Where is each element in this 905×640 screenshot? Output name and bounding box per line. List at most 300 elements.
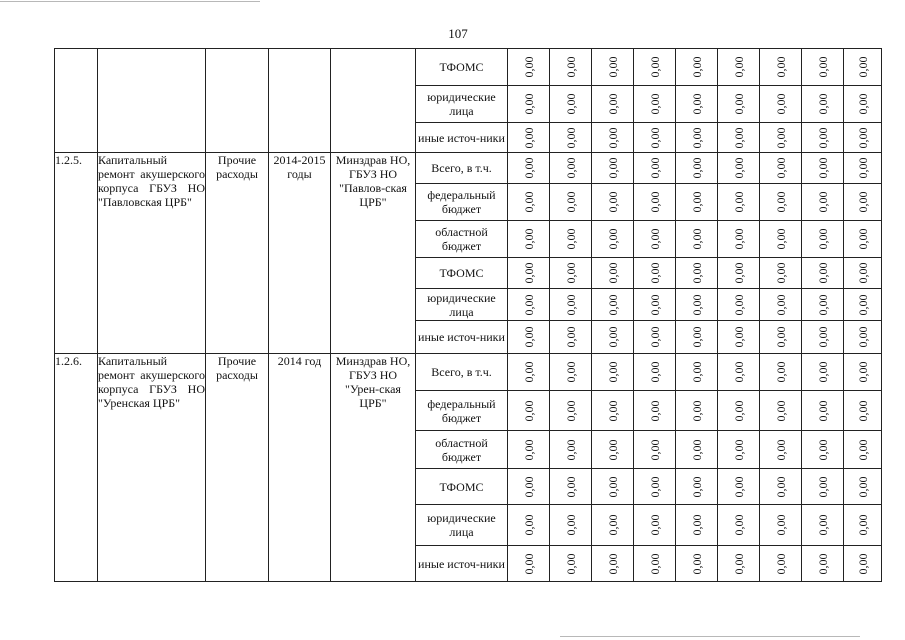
value-cell bbox=[802, 289, 844, 321]
value-text: 0,00 bbox=[563, 439, 578, 460]
value-cell bbox=[676, 391, 718, 431]
value-cell bbox=[676, 505, 718, 546]
value-cell bbox=[634, 153, 676, 184]
value-text: 0,00 bbox=[605, 157, 620, 179]
value-text: 0,00 bbox=[647, 191, 662, 213]
value-cell bbox=[634, 321, 676, 354]
value-text: 0,00 bbox=[647, 157, 662, 179]
executor-cell: Минздрав НО, ГБУЗ НО "Павлов-ская ЦРБ" bbox=[331, 153, 416, 354]
value-cell bbox=[550, 546, 592, 582]
expense-type-cell bbox=[206, 49, 269, 153]
funding-source-label: федеральный бюджет bbox=[416, 391, 508, 431]
value-text: 0,00 bbox=[773, 400, 788, 421]
value-cell bbox=[718, 184, 760, 221]
value-text: 0,00 bbox=[605, 553, 620, 574]
value-text: 0,00 bbox=[521, 326, 536, 348]
page-number: 107 bbox=[448, 26, 468, 41]
value-text: 0,00 bbox=[773, 191, 788, 213]
value-text: 0,00 bbox=[689, 228, 704, 250]
expense-type-cell: Прочие расходы bbox=[206, 153, 269, 354]
value-text: 0,00 bbox=[815, 476, 830, 497]
value-cell bbox=[676, 258, 718, 289]
value-text: 0,00 bbox=[647, 476, 662, 497]
value-text: 0,00 bbox=[689, 56, 704, 78]
value-text: 0,00 bbox=[563, 262, 578, 284]
value-text: 0,00 bbox=[521, 514, 536, 536]
value-text: 0,00 bbox=[731, 157, 746, 179]
value-text: 0,00 bbox=[731, 400, 746, 421]
value-cell bbox=[550, 258, 592, 289]
value-text: 0,00 bbox=[689, 326, 704, 348]
value-cell bbox=[634, 546, 676, 582]
value-text: 0,00 bbox=[563, 361, 578, 383]
value-cell bbox=[718, 153, 760, 184]
value-text: 0,00 bbox=[815, 361, 830, 383]
value-text: 0,00 bbox=[521, 476, 536, 497]
value-text: 0,00 bbox=[855, 191, 870, 213]
funding-source-label: областной бюджет bbox=[416, 221, 508, 258]
value-cell bbox=[676, 546, 718, 582]
value-cell bbox=[676, 49, 718, 86]
value-text: 0,00 bbox=[815, 262, 830, 284]
value-cell bbox=[718, 391, 760, 431]
value-cell bbox=[634, 49, 676, 86]
value-text: 0,00 bbox=[773, 228, 788, 250]
value-cell bbox=[760, 469, 802, 505]
value-text: 0,00 bbox=[647, 56, 662, 78]
value-text: 0,00 bbox=[647, 326, 662, 348]
value-cell bbox=[844, 123, 882, 153]
value-text: 0,00 bbox=[563, 93, 578, 115]
value-cell bbox=[592, 258, 634, 289]
value-cell bbox=[634, 391, 676, 431]
value-text: 0,00 bbox=[731, 228, 746, 250]
value-cell bbox=[508, 469, 550, 505]
value-text: 0,00 bbox=[605, 326, 620, 348]
value-text: 0,00 bbox=[731, 56, 746, 78]
value-text: 0,00 bbox=[605, 361, 620, 383]
table-row bbox=[55, 354, 882, 391]
entry-number-cell: 1.2.5. bbox=[55, 153, 98, 354]
value-cell bbox=[844, 258, 882, 289]
value-cell bbox=[676, 431, 718, 469]
value-cell bbox=[508, 49, 550, 86]
value-cell bbox=[634, 86, 676, 123]
value-text: 0,00 bbox=[855, 157, 870, 179]
value-text: 0,00 bbox=[521, 294, 536, 315]
value-text: 0,00 bbox=[815, 56, 830, 78]
value-cell bbox=[550, 86, 592, 123]
value-cell bbox=[802, 546, 844, 582]
value-cell bbox=[592, 123, 634, 153]
period-cell: 2014 год bbox=[269, 354, 331, 582]
value-cell bbox=[592, 153, 634, 184]
period-cell bbox=[269, 49, 331, 153]
value-text: 0,00 bbox=[773, 127, 788, 148]
value-text: 0,00 bbox=[689, 127, 704, 148]
value-cell bbox=[508, 505, 550, 546]
value-text: 0,00 bbox=[731, 294, 746, 315]
value-text: 0,00 bbox=[773, 157, 788, 179]
funding-source-label: юридические лица bbox=[416, 86, 508, 123]
value-cell bbox=[676, 86, 718, 123]
value-cell bbox=[802, 321, 844, 354]
value-text: 0,00 bbox=[563, 514, 578, 536]
value-cell bbox=[508, 289, 550, 321]
funding-source-label: иные источ-ники bbox=[416, 321, 508, 354]
value-cell bbox=[592, 354, 634, 391]
value-text: 0,00 bbox=[731, 127, 746, 148]
value-text: 0,00 bbox=[605, 400, 620, 421]
value-cell bbox=[844, 354, 882, 391]
value-text: 0,00 bbox=[605, 294, 620, 315]
value-cell bbox=[844, 505, 882, 546]
value-text: 0,00 bbox=[521, 56, 536, 78]
value-cell bbox=[550, 221, 592, 258]
value-cell bbox=[508, 123, 550, 153]
value-cell bbox=[718, 289, 760, 321]
value-cell bbox=[676, 123, 718, 153]
value-text: 0,00 bbox=[521, 439, 536, 460]
value-text: 0,00 bbox=[815, 400, 830, 421]
value-cell bbox=[676, 153, 718, 184]
value-cell bbox=[802, 86, 844, 123]
value-cell bbox=[592, 289, 634, 321]
value-text: 0,00 bbox=[855, 553, 870, 574]
value-cell bbox=[634, 354, 676, 391]
value-cell bbox=[760, 184, 802, 221]
value-text: 0,00 bbox=[521, 553, 536, 574]
value-cell bbox=[844, 184, 882, 221]
value-text: 0,00 bbox=[647, 127, 662, 148]
value-text: 0,00 bbox=[647, 361, 662, 383]
value-cell bbox=[844, 321, 882, 354]
value-text: 0,00 bbox=[855, 93, 870, 115]
value-cell bbox=[550, 321, 592, 354]
value-cell bbox=[634, 505, 676, 546]
value-cell bbox=[760, 86, 802, 123]
value-cell bbox=[508, 354, 550, 391]
value-cell bbox=[508, 221, 550, 258]
value-cell bbox=[508, 391, 550, 431]
funding-source-label: Всего, в т.ч. bbox=[416, 153, 508, 184]
value-text: 0,00 bbox=[521, 157, 536, 179]
funding-source-label: ТФОМС bbox=[416, 49, 508, 86]
value-cell bbox=[802, 431, 844, 469]
value-text: 0,00 bbox=[647, 93, 662, 115]
value-cell bbox=[760, 123, 802, 153]
value-cell bbox=[760, 505, 802, 546]
value-text: 0,00 bbox=[815, 514, 830, 536]
value-text: 0,00 bbox=[563, 476, 578, 497]
value-cell bbox=[718, 221, 760, 258]
value-text: 0,00 bbox=[521, 228, 536, 250]
funding-source-label: Всего, в т.ч. bbox=[416, 354, 508, 391]
value-text: 0,00 bbox=[521, 127, 536, 148]
value-cell bbox=[760, 258, 802, 289]
value-cell bbox=[718, 546, 760, 582]
entry-number-cell: 1.2.6. bbox=[55, 354, 98, 582]
value-text: 0,00 bbox=[563, 56, 578, 78]
value-cell bbox=[802, 123, 844, 153]
value-cell bbox=[550, 184, 592, 221]
value-cell bbox=[592, 546, 634, 582]
value-cell bbox=[760, 221, 802, 258]
value-text: 0,00 bbox=[855, 262, 870, 284]
value-text: 0,00 bbox=[689, 553, 704, 574]
value-text: 0,00 bbox=[689, 191, 704, 213]
value-text: 0,00 bbox=[563, 127, 578, 148]
value-cell bbox=[802, 258, 844, 289]
value-text: 0,00 bbox=[563, 553, 578, 574]
value-text: 0,00 bbox=[815, 439, 830, 460]
entry-name-cell: Капитальный ремонт акушерского корпуса ГБУЗ НО "Уренская ЦРБ" bbox=[98, 354, 206, 582]
value-cell bbox=[760, 354, 802, 391]
value-cell bbox=[508, 184, 550, 221]
value-cell bbox=[760, 153, 802, 184]
value-text: 0,00 bbox=[731, 361, 746, 383]
value-cell bbox=[760, 546, 802, 582]
funding-source-label: областной бюджет bbox=[416, 431, 508, 469]
table-row bbox=[55, 153, 882, 184]
funding-source-label: иные источ-ники bbox=[416, 546, 508, 582]
value-cell bbox=[844, 289, 882, 321]
value-text: 0,00 bbox=[731, 326, 746, 348]
value-cell bbox=[634, 431, 676, 469]
value-text: 0,00 bbox=[521, 400, 536, 421]
value-text: 0,00 bbox=[773, 262, 788, 284]
value-cell bbox=[844, 546, 882, 582]
value-text: 0,00 bbox=[689, 262, 704, 284]
executor-cell bbox=[331, 49, 416, 153]
value-text: 0,00 bbox=[563, 294, 578, 315]
value-cell bbox=[592, 431, 634, 469]
value-text: 0,00 bbox=[563, 326, 578, 348]
value-cell bbox=[844, 469, 882, 505]
value-text: 0,00 bbox=[855, 127, 870, 148]
value-cell bbox=[508, 321, 550, 354]
period-cell: 2014-2015 годы bbox=[269, 153, 331, 354]
table-row bbox=[55, 49, 882, 86]
value-cell bbox=[718, 123, 760, 153]
value-text: 0,00 bbox=[815, 553, 830, 574]
value-text: 0,00 bbox=[647, 400, 662, 421]
value-text: 0,00 bbox=[855, 514, 870, 536]
value-cell bbox=[592, 391, 634, 431]
value-text: 0,00 bbox=[815, 127, 830, 148]
value-text: 0,00 bbox=[773, 56, 788, 78]
value-cell bbox=[844, 391, 882, 431]
budget-table bbox=[54, 48, 882, 582]
value-text: 0,00 bbox=[563, 191, 578, 213]
funding-source-label: федеральный бюджет bbox=[416, 184, 508, 221]
value-text: 0,00 bbox=[815, 157, 830, 179]
value-cell bbox=[802, 469, 844, 505]
value-text: 0,00 bbox=[855, 228, 870, 250]
value-text: 0,00 bbox=[689, 400, 704, 421]
value-text: 0,00 bbox=[563, 228, 578, 250]
value-text: 0,00 bbox=[855, 326, 870, 348]
value-text: 0,00 bbox=[605, 191, 620, 213]
value-cell bbox=[760, 391, 802, 431]
expense-type-cell: Прочие расходы bbox=[206, 354, 269, 582]
value-text: 0,00 bbox=[855, 439, 870, 460]
value-cell bbox=[508, 258, 550, 289]
value-text: 0,00 bbox=[731, 439, 746, 460]
value-text: 0,00 bbox=[605, 514, 620, 536]
value-cell bbox=[634, 123, 676, 153]
value-cell bbox=[844, 431, 882, 469]
value-text: 0,00 bbox=[731, 93, 746, 115]
value-cell bbox=[634, 258, 676, 289]
value-cell bbox=[550, 505, 592, 546]
value-text: 0,00 bbox=[605, 476, 620, 497]
funding-source-label: ТФОМС bbox=[416, 469, 508, 505]
value-text: 0,00 bbox=[773, 553, 788, 574]
value-text: 0,00 bbox=[731, 262, 746, 284]
value-cell bbox=[676, 221, 718, 258]
value-cell bbox=[802, 49, 844, 86]
value-text: 0,00 bbox=[521, 361, 536, 383]
value-cell bbox=[592, 184, 634, 221]
value-text: 0,00 bbox=[647, 228, 662, 250]
value-text: 0,00 bbox=[773, 361, 788, 383]
value-cell bbox=[592, 321, 634, 354]
value-text: 0,00 bbox=[815, 228, 830, 250]
value-cell bbox=[550, 431, 592, 469]
value-text: 0,00 bbox=[647, 294, 662, 315]
value-cell bbox=[718, 505, 760, 546]
value-cell bbox=[550, 391, 592, 431]
value-cell bbox=[760, 289, 802, 321]
value-text: 0,00 bbox=[689, 514, 704, 536]
value-cell bbox=[592, 221, 634, 258]
value-cell bbox=[634, 469, 676, 505]
value-text: 0,00 bbox=[689, 93, 704, 115]
value-text: 0,00 bbox=[689, 476, 704, 497]
value-text: 0,00 bbox=[647, 439, 662, 460]
value-text: 0,00 bbox=[563, 157, 578, 179]
value-cell bbox=[550, 354, 592, 391]
value-cell bbox=[550, 469, 592, 505]
value-text: 0,00 bbox=[855, 294, 870, 315]
value-cell bbox=[718, 321, 760, 354]
value-text: 0,00 bbox=[815, 93, 830, 115]
funding-source-label: юридические лица bbox=[416, 289, 508, 321]
value-cell bbox=[676, 184, 718, 221]
value-cell bbox=[592, 49, 634, 86]
value-cell bbox=[676, 289, 718, 321]
value-text: 0,00 bbox=[773, 514, 788, 536]
value-cell bbox=[844, 153, 882, 184]
funding-source-label: ТФОМС bbox=[416, 258, 508, 289]
value-cell bbox=[802, 354, 844, 391]
value-text: 0,00 bbox=[773, 439, 788, 460]
value-text: 0,00 bbox=[855, 361, 870, 383]
value-text: 0,00 bbox=[731, 553, 746, 574]
executor-cell: Минздрав НО, ГБУЗ НО "Урен-ская ЦРБ" bbox=[331, 354, 416, 582]
value-cell bbox=[802, 505, 844, 546]
value-cell bbox=[508, 153, 550, 184]
value-cell bbox=[760, 431, 802, 469]
value-cell bbox=[802, 184, 844, 221]
value-cell bbox=[718, 49, 760, 86]
value-cell bbox=[634, 221, 676, 258]
entry-number-cell bbox=[55, 49, 98, 153]
value-cell bbox=[760, 49, 802, 86]
value-cell bbox=[592, 505, 634, 546]
value-text: 0,00 bbox=[521, 93, 536, 115]
value-cell bbox=[634, 289, 676, 321]
funding-source-label: иные источ-ники bbox=[416, 123, 508, 153]
value-cell bbox=[844, 221, 882, 258]
value-cell bbox=[550, 123, 592, 153]
value-cell bbox=[550, 289, 592, 321]
value-text: 0,00 bbox=[815, 294, 830, 315]
value-text: 0,00 bbox=[605, 228, 620, 250]
value-text: 0,00 bbox=[521, 262, 536, 284]
value-text: 0,00 bbox=[855, 56, 870, 78]
value-cell bbox=[508, 431, 550, 469]
value-cell bbox=[550, 153, 592, 184]
value-cell bbox=[718, 86, 760, 123]
value-text: 0,00 bbox=[855, 476, 870, 497]
value-text: 0,00 bbox=[521, 191, 536, 213]
value-text: 0,00 bbox=[815, 191, 830, 213]
value-text: 0,00 bbox=[647, 514, 662, 536]
value-cell bbox=[718, 354, 760, 391]
value-text: 0,00 bbox=[731, 476, 746, 497]
scan-artifact-line bbox=[0, 1, 260, 2]
value-cell bbox=[634, 184, 676, 221]
scan-artifact-line bbox=[560, 636, 860, 637]
value-text: 0,00 bbox=[731, 514, 746, 536]
value-cell bbox=[844, 49, 882, 86]
value-cell bbox=[844, 86, 882, 123]
value-cell bbox=[550, 49, 592, 86]
value-text: 0,00 bbox=[605, 127, 620, 148]
value-cell bbox=[676, 321, 718, 354]
value-text: 0,00 bbox=[563, 400, 578, 421]
value-text: 0,00 bbox=[647, 553, 662, 574]
value-text: 0,00 bbox=[605, 262, 620, 284]
value-cell bbox=[760, 321, 802, 354]
value-cell bbox=[592, 469, 634, 505]
value-cell bbox=[718, 469, 760, 505]
value-text: 0,00 bbox=[689, 361, 704, 383]
value-text: 0,00 bbox=[815, 326, 830, 348]
value-text: 0,00 bbox=[689, 439, 704, 460]
value-cell bbox=[802, 391, 844, 431]
entry-name-cell: Капитальный ремонт акушерского корпуса ГБУЗ НО "Павловская ЦРБ" bbox=[98, 153, 206, 354]
value-cell bbox=[508, 546, 550, 582]
value-text: 0,00 bbox=[773, 476, 788, 497]
value-text: 0,00 bbox=[855, 400, 870, 421]
value-cell bbox=[718, 258, 760, 289]
value-cell bbox=[508, 86, 550, 123]
value-text: 0,00 bbox=[689, 294, 704, 315]
entry-name-cell bbox=[98, 49, 206, 153]
value-text: 0,00 bbox=[647, 262, 662, 284]
funding-source-label: юридические лица bbox=[416, 505, 508, 546]
value-text: 0,00 bbox=[773, 294, 788, 315]
value-cell bbox=[676, 354, 718, 391]
value-cell bbox=[802, 221, 844, 258]
value-cell bbox=[592, 86, 634, 123]
value-cell bbox=[676, 469, 718, 505]
value-text: 0,00 bbox=[605, 93, 620, 115]
value-text: 0,00 bbox=[773, 326, 788, 348]
